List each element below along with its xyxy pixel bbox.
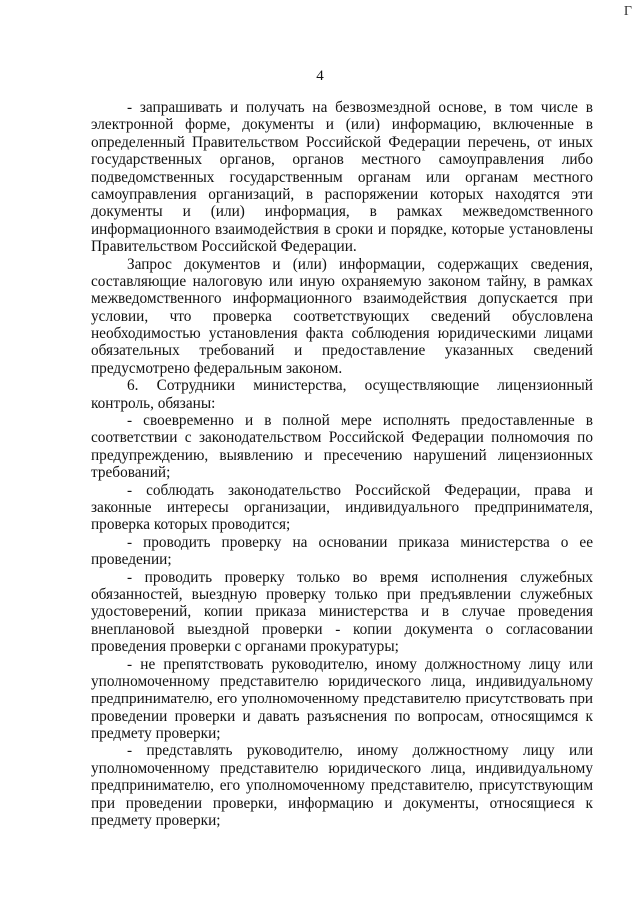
text-line: - соблюдать законодательство Российской Федерации, права и [127,481,593,499]
text-line: контроль, обязаны: [91,394,216,412]
text-line: обязанностей, выездную проверку только при предъявлении служебных [91,585,593,603]
text-line: законные интересы организации, индивидуального предпринимателя, [91,498,593,516]
text-line: требований; [91,464,171,482]
text-line: предпринимателю, его уполномоченному представителю, присутствующим [91,777,593,795]
text-line: электронной форме, документы и (или) информацию, включенные в [91,116,593,134]
document-body [91,99,593,829]
text-line: 6. Сотрудники министерства, осуществляющие лицензионный [127,377,593,395]
text-line: - представлять руководителю, иному должностному лицу или [127,742,593,760]
text-line: проведения проверки с органами прокуратуры; [91,638,399,656]
text-line: определенный Правительством Российской Федерации перечень, от иных [91,133,593,151]
text-line: предупреждению, выявлению и пресечению нарушений лицензионных [91,446,593,464]
text-line: предмету проверки; [91,725,221,743]
text-line: самоуправления организаций, в распоряжении которых находятся эти [91,185,593,203]
text-line: обязательных требований и предоставление указанных сведений [91,342,593,360]
text-line: межведомственного информационного взаимодействия допускается при [91,290,593,308]
text-line: - своевременно и в полной мере исполнять предоставленные в [127,412,593,430]
text-line: составляющие налоговую или иную охраняемую законом тайну, в рамках [91,272,593,290]
text-line: необходимостью установления факта соблюдения юридическими лицами [91,325,593,343]
text-line: предпринимателю, его уполномоченному представителю присутствовать при [91,690,593,708]
text-line: - проводить проверку на основании приказа министерства о ее [127,533,593,551]
text-line: уполномоченному представителю юридического лица, индивидуальному [91,672,593,690]
text-line: условии, что проверка соответствующих сведений обусловлена [91,307,593,325]
text-line: государственных органов, органов местного самоуправления либо [91,151,593,169]
text-line: при проведении проверки, информацию и документы, относящиеся к [91,794,593,812]
text-line: Запрос документов и (или) информации, содержащих сведения, [127,255,593,273]
text-line: подведомственных государственным органам или органам местного [91,168,593,186]
text-line: - запрашивать и получать на безвозмездной основе, в том числе в [127,99,593,116]
text-line: документы и (или) информация, в рамках межведомственного [91,203,593,221]
text-line: - проводить проверку только во время исполнения служебных [127,568,593,586]
text-line: удостоверений, копии приказа министерства и в случае проведения [91,603,593,621]
text-line: проведении проверки и давать разъяснения по вопросам, относящимся к [91,707,593,725]
text-line: предмету проверки; [91,812,221,830]
text-line: проверка которых проводится; [91,516,291,534]
page-number: 4 [316,68,324,84]
text-line: уполномоченному представителю юридического лица, индивидуальному [91,759,593,777]
text-line: Правительством Российской Федерации. [91,238,357,256]
text-line: информационного взаимодействия в сроки и порядке, которые установлены [91,220,593,238]
text-line: внеплановой выездной проверки - копии документа о согласовании [91,620,593,638]
text-line: соответствии с законодательством Российской Федерации полномочия по [91,429,593,447]
corner-mark: Γ [623,4,632,19]
text-line: - не препятствовать руководителю, иному должностному лицу или [127,655,593,673]
text-line: предусмотрено федеральным законом. [91,359,343,377]
text-line: проведении; [91,551,172,569]
